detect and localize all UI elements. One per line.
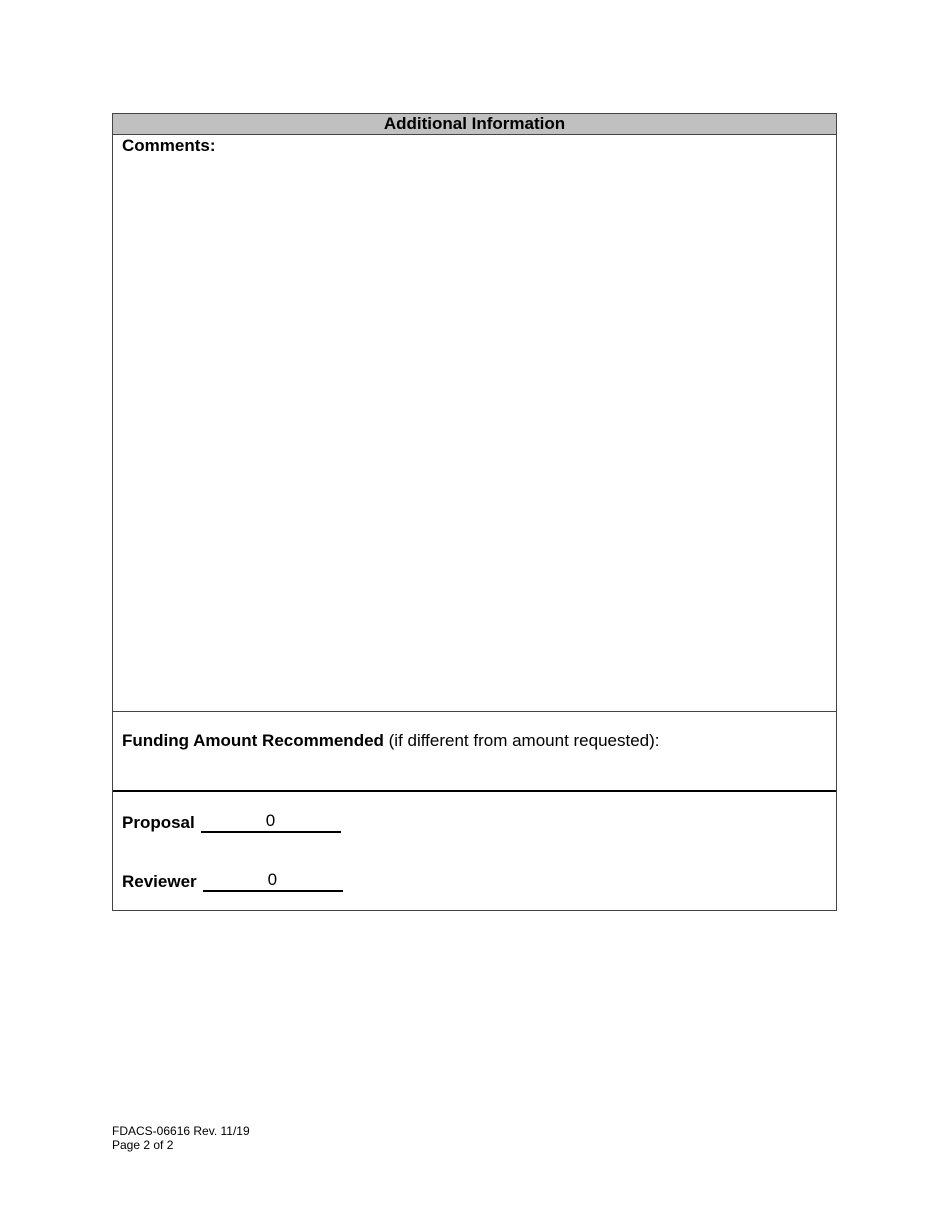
- proposal-label: Proposal: [122, 813, 195, 832]
- proposal-score-field[interactable]: [201, 811, 341, 833]
- proposal-score-value: 0: [265, 811, 276, 830]
- funding-amount-label: [122, 731, 660, 751]
- proposal-score-line: [122, 811, 341, 833]
- reviewer-label: Reviewer: [122, 872, 197, 891]
- funding-amount-label-bold: Funding Amount Recommended: [122, 731, 384, 750]
- funding-amount-row[interactable]: [113, 712, 836, 792]
- section-header: Additional Information: [113, 114, 836, 135]
- reviewer-score-value: 0: [267, 870, 278, 889]
- form-id: FDACS-06616 Rev. 11/19: [112, 1124, 250, 1138]
- page-number: Page 2 of 2: [112, 1138, 174, 1152]
- scores-section: [113, 792, 836, 910]
- funding-amount-label-note: (if different from amount requested):: [383, 731, 660, 750]
- comments-label: Comments:: [122, 136, 216, 155]
- comments-field[interactable]: [113, 135, 836, 712]
- additional-information-table: [112, 113, 837, 911]
- page-footer: [112, 1124, 250, 1152]
- reviewer-score-line: [122, 870, 343, 892]
- reviewer-score-field[interactable]: [203, 870, 343, 892]
